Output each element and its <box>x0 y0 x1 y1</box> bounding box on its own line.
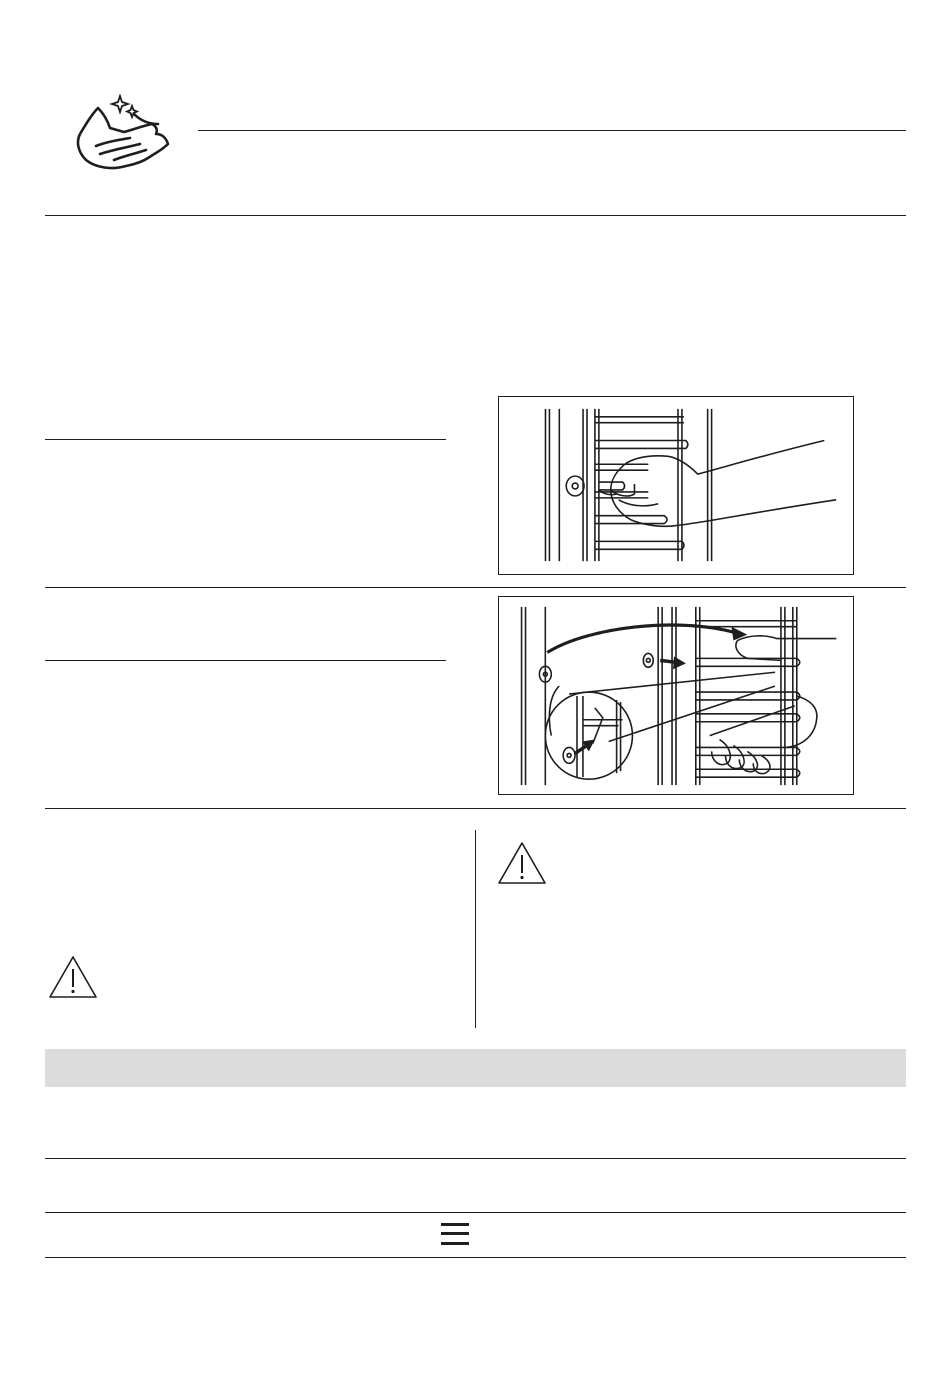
step-row-divider <box>45 808 906 809</box>
warning-triangle-icon <box>48 955 98 999</box>
table-divider <box>45 1212 906 1213</box>
section-divider <box>45 215 906 216</box>
menu-bar <box>441 1232 469 1235</box>
hand-inserting-shelf-support-illustration <box>499 597 853 794</box>
figure-shelf-support-install <box>498 596 854 795</box>
column-divider <box>475 830 476 1028</box>
warning-triangle-icon <box>497 841 547 885</box>
section-heading-bar <box>45 1049 906 1087</box>
menu-bar <box>441 1223 469 1226</box>
figure-shelf-support-release <box>498 396 854 575</box>
hand-pulling-shelf-support-illustration <box>499 397 853 574</box>
step-divider <box>45 660 446 661</box>
step-divider <box>45 439 446 440</box>
cleaning-hand-icon <box>70 94 174 176</box>
table-divider <box>45 1257 906 1258</box>
header-rule <box>198 130 906 131</box>
menu-bar <box>441 1242 469 1245</box>
step-row-divider <box>45 587 906 588</box>
hamburger-menu-icon[interactable] <box>440 1222 470 1248</box>
table-divider <box>45 1158 906 1159</box>
